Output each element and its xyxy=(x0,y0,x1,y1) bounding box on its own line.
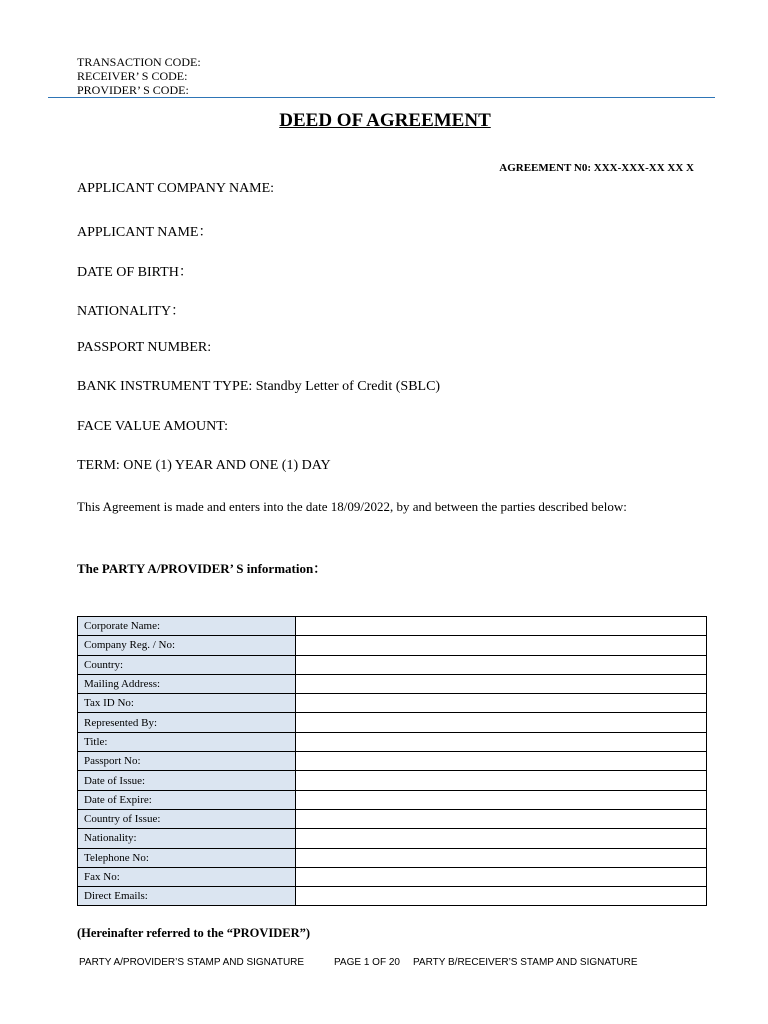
row-label: Title: xyxy=(78,732,296,751)
row-label: Country of Issue: xyxy=(78,809,296,828)
document-title: DEED OF AGREEMENT xyxy=(279,110,491,131)
row-value-cell[interactable] xyxy=(296,829,707,848)
table-row xyxy=(78,790,707,809)
date-of-birth-field: DATE OF BIRTH： xyxy=(77,265,193,280)
row-value-cell[interactable] xyxy=(296,771,707,790)
footer-party-a-signature: PARTY A/PROVIDER’S STAMP AND SIGNATURE xyxy=(79,957,305,968)
row-value-cell[interactable] xyxy=(296,752,707,771)
row-label: Nationality: xyxy=(78,829,296,848)
applicant-company-name-field: APPLICANT COMPANY NAME: xyxy=(77,181,275,196)
table-row xyxy=(78,732,707,751)
term-field: TERM: ONE (1) YEAR AND ONE (1) DAY xyxy=(77,458,331,473)
provider-code-label: PROVIDER’ S CODE: xyxy=(77,83,189,97)
row-value-cell[interactable] xyxy=(296,809,707,828)
agreement-number: AGREEMENT N0: XXX-XXX-XX XX X xyxy=(499,162,694,174)
row-label: Mailing Address: xyxy=(78,674,296,693)
row-label: Company Reg. / No: xyxy=(78,636,296,655)
passport-number-field: PASSPORT NUMBER: xyxy=(77,340,212,355)
row-value-cell[interactable] xyxy=(296,694,707,713)
footer-party-b-signature: PARTY B/RECEIVER’S STAMP AND SIGNATURE xyxy=(413,957,638,968)
party-a-section-title: The PARTY A/PROVIDER’ S information： xyxy=(77,561,327,576)
face-value-amount-field: FACE VALUE AMOUNT: xyxy=(77,419,228,434)
table-row xyxy=(78,809,707,828)
row-label: Represented By: xyxy=(78,713,296,732)
table-row xyxy=(78,752,707,771)
provider-info-table xyxy=(77,616,707,906)
table-row xyxy=(78,694,707,713)
table-row xyxy=(78,867,707,886)
row-value-cell[interactable] xyxy=(296,732,707,751)
row-label: Fax No: xyxy=(78,867,296,886)
row-value-cell[interactable] xyxy=(296,867,707,886)
table-row xyxy=(78,636,707,655)
table-row xyxy=(78,674,707,693)
row-value-cell[interactable] xyxy=(296,887,707,906)
row-label: Direct Emails: xyxy=(78,887,296,906)
nationality-field: NATIONALITY： xyxy=(77,304,186,319)
footer-page-number: PAGE 1 OF 20 xyxy=(334,957,400,968)
row-value-cell[interactable] xyxy=(296,655,707,674)
header-codes xyxy=(77,55,201,97)
row-label: Country: xyxy=(78,655,296,674)
transaction-code-label: TRANSACTION CODE: xyxy=(77,55,201,69)
row-value-cell[interactable] xyxy=(296,636,707,655)
table-row xyxy=(78,771,707,790)
hereinafter-provider: (Hereinafter referred to the “PROVIDER”) xyxy=(77,926,311,940)
receiver-code-label: RECEIVER’ S CODE: xyxy=(77,69,188,83)
row-label: Corporate Name: xyxy=(78,617,296,636)
row-value-cell[interactable] xyxy=(296,713,707,732)
table-row xyxy=(78,829,707,848)
table-row xyxy=(78,713,707,732)
row-value-cell[interactable] xyxy=(296,617,707,636)
agreement-statement: This Agreement is made and enters into the date 18/09/2022, by and between the parties described below: xyxy=(77,499,627,514)
row-label: Date of Expire: xyxy=(78,790,296,809)
row-label: Passport No: xyxy=(78,752,296,771)
applicant-name-field: APPLICANT NAME： xyxy=(77,225,213,240)
row-label: Tax ID No: xyxy=(78,694,296,713)
row-value-cell[interactable] xyxy=(296,790,707,809)
table-row xyxy=(78,617,707,636)
header-divider xyxy=(48,97,715,98)
bank-instrument-type-field: BANK INSTRUMENT TYPE: Standby Letter of Credit (SBLC) xyxy=(77,379,441,394)
table-row xyxy=(78,887,707,906)
row-label: Date of Issue: xyxy=(78,771,296,790)
table-row xyxy=(78,655,707,674)
table-row xyxy=(78,848,707,867)
row-value-cell[interactable] xyxy=(296,848,707,867)
row-value-cell[interactable] xyxy=(296,674,707,693)
row-label: Telephone No: xyxy=(78,848,296,867)
